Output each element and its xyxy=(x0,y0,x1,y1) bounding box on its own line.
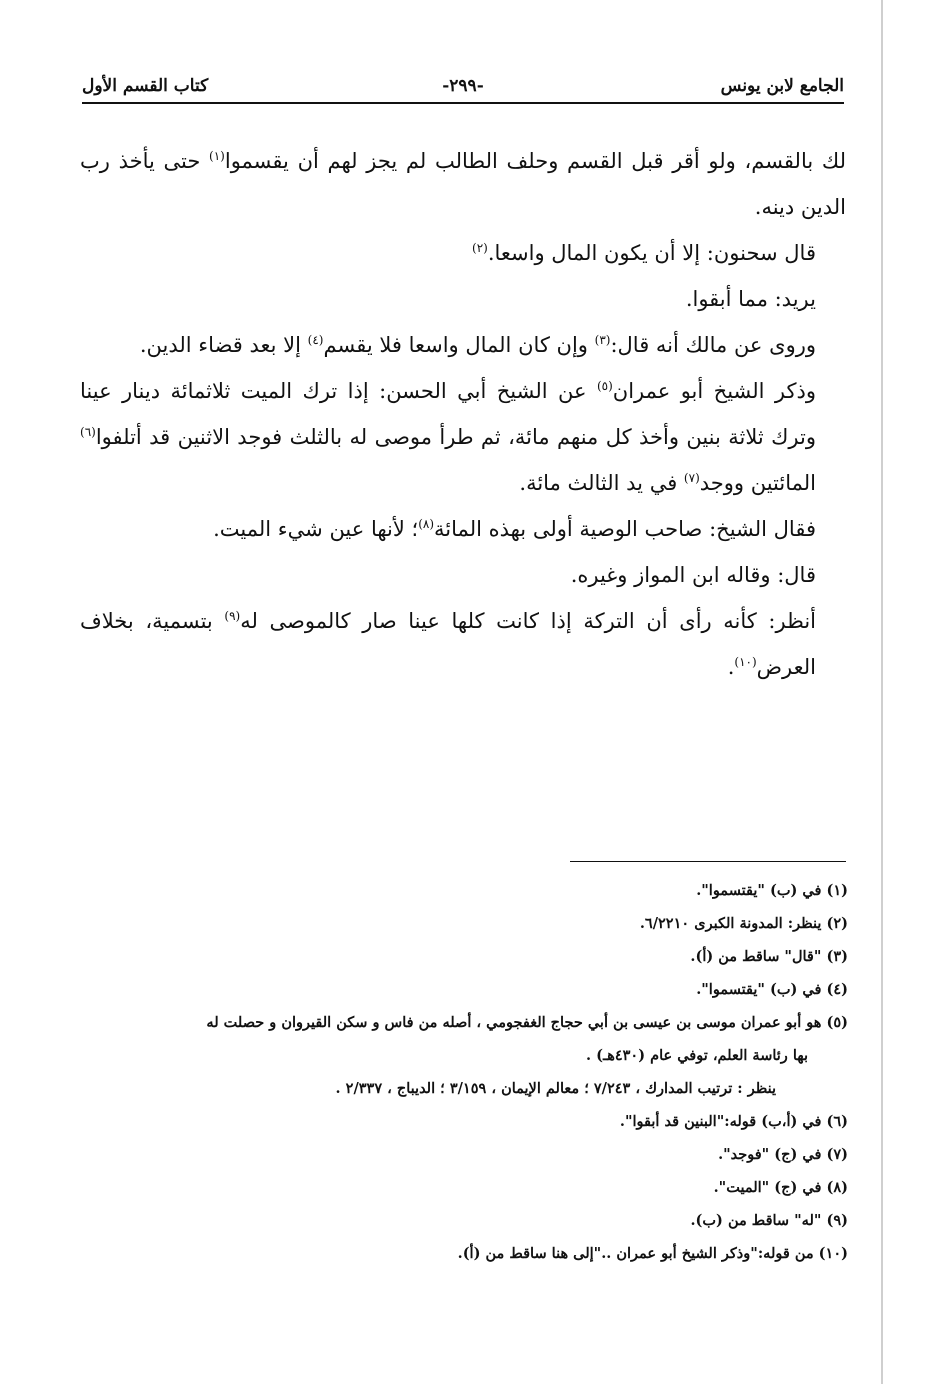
footnote-9: (٩) "له" ساقط من (ب). xyxy=(690,1212,848,1229)
footnote-5-references: ينظر : ترتيب المدارك ، ٧/٢٤٣ ؛ معالم الإيمان ، ٣/١٥٩ ؛ الديباج ، ٢/٣٣٧ . xyxy=(335,1080,776,1097)
footnote-ref-6: (٦) xyxy=(80,425,96,439)
header-rule xyxy=(82,102,844,104)
footnote-ref-7: (٧) xyxy=(683,471,700,485)
footnotes xyxy=(80,874,848,1270)
footnote-5-continued: بها رئاسة العلم، توفي عام (٤٣٠هـ) . xyxy=(585,1047,808,1064)
footnote-ref-1: (١) xyxy=(209,149,225,163)
section-title: كتاب القسم الأول xyxy=(82,76,209,96)
page-number: -٢٩٩- xyxy=(442,76,484,96)
paragraph-5: وذكر الشيخ أبو عمران$^{(٥)}$ عن الشيخ أبي الحسن: إذا ترك الميت ثلاثمائة دينار عينا وترك ثلاثة بنين وأخذ كل منهم مائة، ثم طرأ موصى له بالثلث فوجد الاثنين قد أتلفوا$^{(٦)}$ المائتين ووجد$^{(٧)}$ في يد الثالث مائة. xyxy=(80,379,816,495)
footnote-5: (٥) هو أبو عمران موسى بن عيسى بن أبي حجاج الغفجومي ، أصله من فاس و سكن القيروان و حصلت له xyxy=(206,1014,848,1031)
footnote-ref-2: (٢) xyxy=(472,241,488,255)
footnote-4: (٤) في (ب) "يقتسموا". xyxy=(696,981,848,998)
paragraph-2: قال سحنون: إلا أن يكون المال واسعا.$^{(٢)}$ xyxy=(472,241,816,265)
paragraph-4: وروى عن مالك أنه قال:$^{(٣)}$ وإن كان المال واسعا فلا يقسم$^{(٤)}$ إلا بعد قضاء الدين. xyxy=(139,333,816,357)
paragraph-7: قال: وقاله ابن المواز وغيره. xyxy=(570,563,816,587)
paragraph-3: يريد: مما أبقوا. xyxy=(685,287,816,311)
footnote-ref-8: (٨) xyxy=(418,517,435,531)
footnote-7: (٧) في (ج) "فوجد". xyxy=(718,1146,848,1163)
paragraph-6: فقال الشيخ: صاحب الوصية أولى بهذه المائة$^{(٨)}$؛ لأنها عين شيء الميت. xyxy=(213,517,816,541)
paragraph-1: لك بالقسم، ولو أقر قبل القسم وحلف الطالب لم يجز لهم أن يقسموا$^{(١)}$ حتى يأخذ رب الدين دينه. xyxy=(80,149,846,219)
footnote-ref-10: (١٠) xyxy=(734,655,757,669)
footnote-10: (١٠) من قوله:"وذكر الشيخ أبو عمران .."إلى هنا ساقط من (أ). xyxy=(457,1245,848,1262)
footnote-8: (٨) في (ج) "الميت". xyxy=(713,1179,848,1196)
footnote-ref-4: (٤) xyxy=(307,333,324,347)
footnote-3: (٣) "قال" ساقط من (أ). xyxy=(690,948,848,965)
footnote-6: (٦) في (أ،ب) قوله:"البنين قد أبقوا". xyxy=(619,1113,848,1130)
footnote-ref-5: (٥) xyxy=(596,379,613,393)
footnote-separator xyxy=(570,861,846,862)
book-title: الجامع لابن يونس xyxy=(720,76,844,96)
footnote-2: (٢) ينظر: المدونة الكبرى ٦/٢٢١٠. xyxy=(639,915,848,932)
page-edge-line xyxy=(881,0,883,1384)
paragraph-8: أنظر: كأنه رأى أن التركة إذا كانت كلها عينا صار كالموصى له$^{(٩)}$ بتسمية، بخلاف العرض$^{(١٠)}$. xyxy=(80,609,816,679)
main-text xyxy=(80,138,846,690)
footnote-ref-3: (٣) xyxy=(594,333,611,347)
footnote-ref-9: (٩) xyxy=(224,609,241,623)
running-header xyxy=(82,76,844,104)
footnote-1: (١) في (ب) "يقتسموا". xyxy=(696,882,848,899)
